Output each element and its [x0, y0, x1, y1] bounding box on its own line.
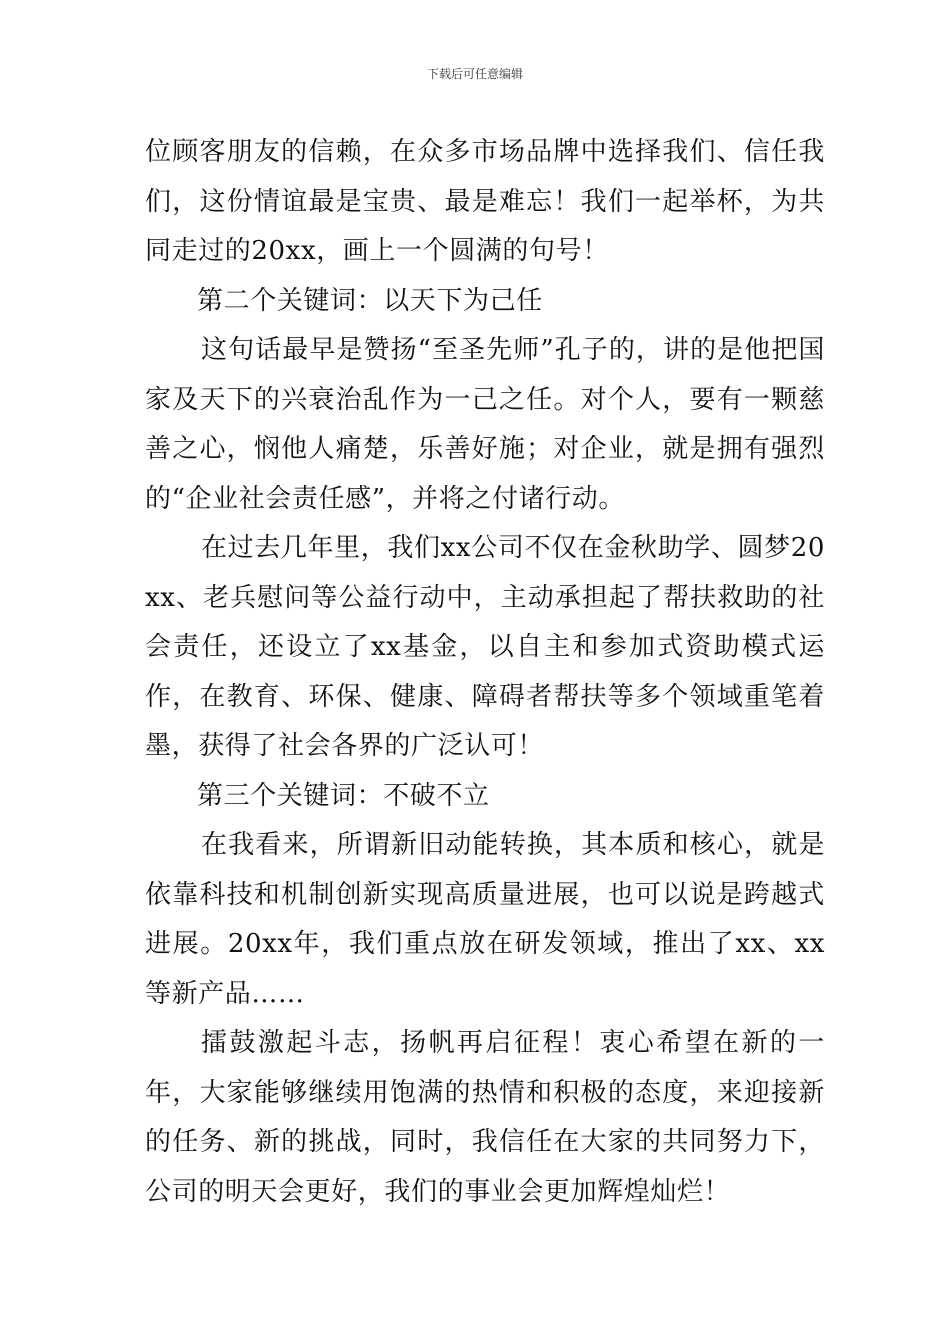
- paragraph-innovation: 在我看来，所谓新旧动能转换，其本质和核心，就是依靠科技和机制创新实现高质量进展，也可以说是跨越式进展。20xx年，我们重点放在研发领域，推出了xx、xx等新产品……: [145, 830, 825, 1009]
- paragraph-keyword-2-explanation: 这句话最早是赞扬“至圣先师”孔子的，讲的是他把国家及天下的兴衰治乱作为一己之任。对个人，要有一颗慈善之心，悯他人痛楚，乐善好施；对企业，就是拥有强烈的“企业社会责任感”，并将之付诸行动。: [145, 335, 826, 514]
- document-body: [145, 128, 825, 1217]
- paragraph-continuation: 位顾客朋友的信赖，在众多市场品牌中选择我们、信任我们，这份情谊最是宝贵、最是难忘！我们一起举杯，为共同走过的20xx，画上一个圆满的句号！: [145, 137, 825, 266]
- page-header: 下载后可任意编辑: [426, 67, 523, 81]
- keyword-heading-3: 第三个关键词：不破不立: [197, 780, 490, 811]
- paragraph-charity-actions: 在过去几年里，我们xx公司不仅在金秋助学、圆梦20xx、老兵慰问等公益行动中，主动承担起了帮扶救助的社会责任，还设立了xx基金，以自主和参加式资助模式运作，在教育、环保、健康、障碍者帮扶等多个领域重笔着墨，获得了社会各界的广泛认可！: [145, 533, 825, 761]
- paragraph-closing: 擂鼓激起斗志，扬帆再启征程！衷心希望在新的一年，大家能够继续用饱满的热情和积极的态度，来迎接新的任务、新的挑战，同时，我信任在大家的共同努力下，公司的明天会更好，我们的事业会更加辉煌灿烂！: [145, 1028, 825, 1207]
- keyword-heading-2: 第二个关键词：以天下为己任: [197, 285, 543, 316]
